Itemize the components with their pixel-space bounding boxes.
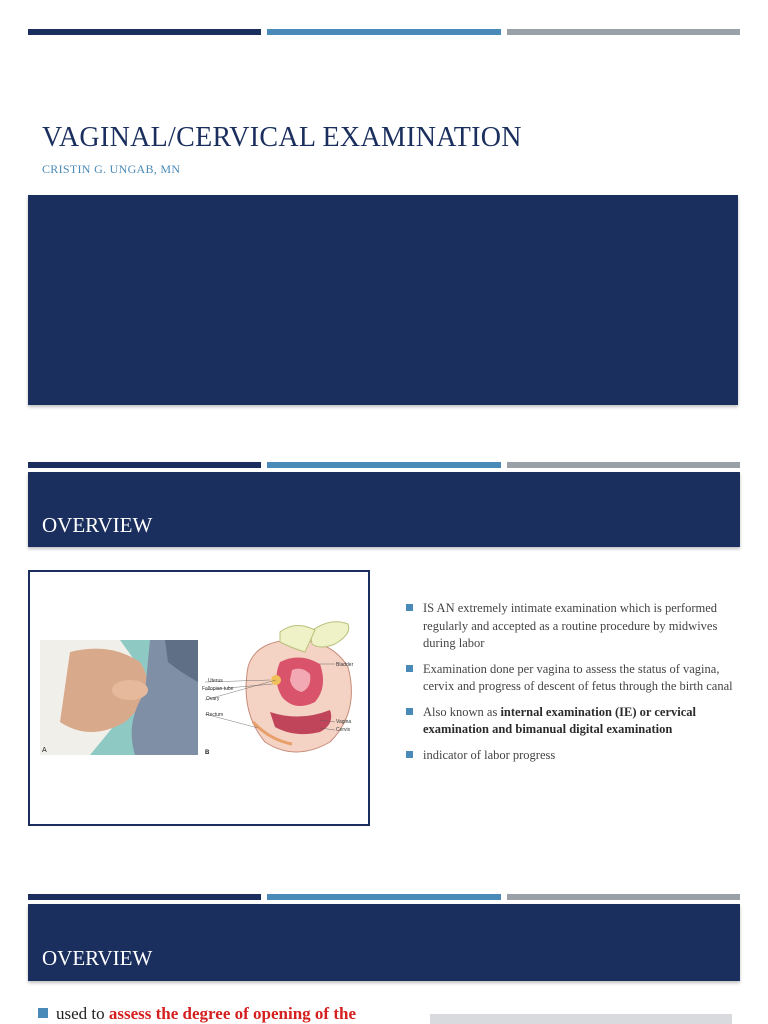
bullet-text: indicator of labor progress <box>423 747 556 762</box>
bar-segment-navy <box>28 29 261 35</box>
slide3-first-bullet <box>38 1004 356 1024</box>
bullet-text: Examination done per vagina to assess the status of vagina, cervix and progress of descent of fetus through the birth canal <box>423 661 733 693</box>
bullet-square-icon <box>406 751 413 758</box>
slide3-top-bars <box>28 893 740 901</box>
slide-subtitle: CRISTIN G. UNGAB, MN <box>42 162 181 176</box>
bar-segment-gray <box>507 462 740 468</box>
bullet-text-prefix: Also known as <box>423 704 501 719</box>
panel-b-anatomy <box>202 622 354 756</box>
bar-segment-gray <box>507 894 740 900</box>
label-ovary: Ovary <box>206 696 220 702</box>
label-fallopian-tube: Fallopian tube <box>202 686 234 692</box>
label-cervix: Cervix <box>336 727 351 733</box>
bar-segment-blue <box>267 29 500 35</box>
overview-bullet-list <box>404 600 734 772</box>
bullet-square-icon <box>38 1008 48 1018</box>
bullet-square-icon <box>406 708 413 715</box>
panel-a-label: A <box>42 747 47 754</box>
slide2-header-band <box>28 472 740 547</box>
label-vagina: Vagina <box>336 719 352 725</box>
bullet-square-icon <box>406 604 413 611</box>
slide3-image-placeholder <box>430 1014 732 1024</box>
bullet-text-highlight: assess the degree of opening of the <box>108 1004 357 1023</box>
exam-illustration-frame <box>28 570 370 826</box>
slide3-heading: OVERVIEW <box>42 946 153 970</box>
label-rectum: Rectum <box>206 712 224 718</box>
exam-illustration <box>30 572 368 824</box>
panel-a-photo <box>40 640 198 755</box>
bar-segment-navy <box>28 462 261 468</box>
title-color-block <box>28 195 738 405</box>
label-bladder: Bladder <box>336 662 354 668</box>
slide2-top-bars <box>28 461 740 469</box>
bar-segment-blue <box>267 894 500 900</box>
bar-segment-blue <box>267 462 500 468</box>
bullet-item <box>404 704 734 739</box>
bar-segment-gray <box>507 29 740 35</box>
slide3-header-band <box>28 904 740 981</box>
bullet-item <box>404 747 734 765</box>
bullet-text-bold: internal examination (IE) or cervical examination and bimanual digital examination <box>423 704 697 736</box>
slide-title: VAGINAL/CERVICAL EXAMINATION <box>42 122 522 153</box>
bullet-text-prefix: used to <box>56 1004 109 1023</box>
bar-segment-navy <box>28 894 261 900</box>
bullet-item <box>404 600 734 653</box>
label-uterus: Uterus <box>208 678 223 684</box>
bullet-square-icon <box>406 665 413 672</box>
bullet-text: IS AN extremely intimate examination which is performed regularly and accepted as a routine procedure by midwives during labor <box>423 601 718 650</box>
bullet-item <box>404 661 734 696</box>
panel-b-label: B <box>205 750 210 756</box>
slide1-top-bars <box>28 28 740 36</box>
slide2-heading: OVERVIEW <box>42 513 153 537</box>
